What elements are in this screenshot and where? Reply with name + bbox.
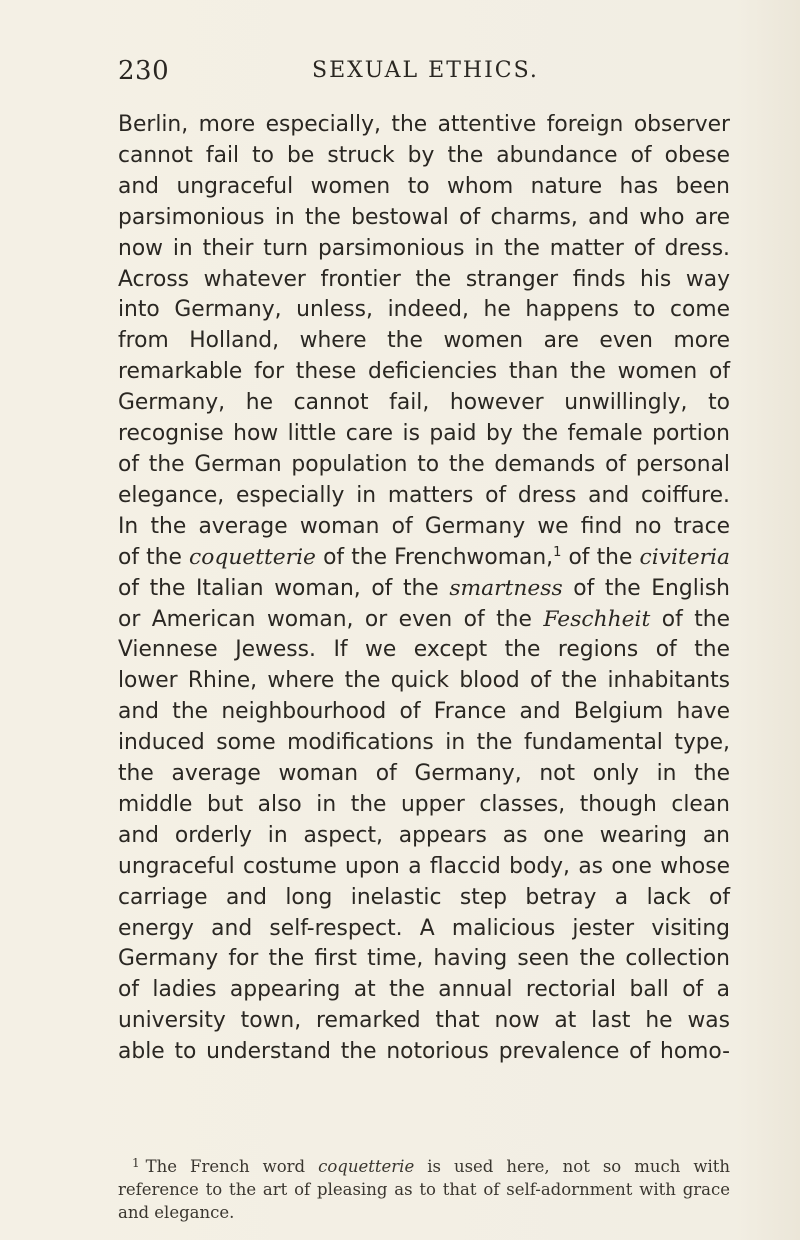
text-segment: of the Frenchwoman, (315, 544, 554, 570)
text-line: Berlin, more especially, the attentive foreign observer (118, 112, 730, 137)
text-line: able to understand the notorious prevalence of homo- (118, 1039, 730, 1065)
text-line: induced some modifications in the fundamental type, (118, 730, 730, 756)
italic-term-smartness: smartness (449, 575, 563, 601)
text-segment: of the English (562, 575, 730, 601)
main-text (118, 110, 730, 1068)
footnote-line (118, 1155, 730, 1178)
text-segment: or American woman, or even of the (118, 606, 544, 632)
text-line: of the German population to the demands of personal (118, 451, 730, 477)
italic-term-civiteria: civiteria (639, 544, 730, 570)
text-segment: is used here, not so much with (414, 1157, 731, 1176)
text-line: and ungraceful women to whom nature has been (118, 173, 730, 199)
text-segment: of the (650, 606, 730, 632)
text-line: Germany, he cannot fail, however unwillingly, to (118, 390, 730, 416)
text-segment: of the (561, 544, 640, 570)
text-line: remarkable for these deficiencies than the women of (118, 359, 730, 385)
text-line: middle but also in the upper classes, though clean (118, 791, 730, 817)
text-line: and the neighbourhood of France and Belgium have (118, 699, 730, 725)
text-line: of ladies appearing at the annual rectorial ball of a (118, 977, 730, 1003)
page-header (118, 56, 728, 86)
text-line: Viennese Jewess. If we except the regions of the (118, 637, 730, 663)
footnote-marker: 1 (132, 1156, 140, 1170)
italic-term-feschheit: Feschheit (543, 606, 651, 632)
text-line: Across whatever frontier the stranger finds his way (118, 266, 730, 292)
text-line: lower Rhine, where the quick blood of the inhabitants (118, 668, 730, 694)
text-line: Germany for the first time, having seen the collection (118, 946, 730, 972)
text-line (118, 605, 730, 636)
text-line: carriage and long inelastic step betray a lack of (118, 884, 730, 910)
text-line: now in their turn parsimonious in the matter of dress. (118, 235, 730, 261)
text-segment: of the (118, 544, 190, 570)
text-line: university town, remarked that now at last he was (118, 1008, 730, 1034)
text-line (118, 543, 730, 574)
footnote-line: reference to the art of pleasing as to that of self-adornment with grace (118, 1180, 730, 1199)
footnote (118, 1155, 730, 1224)
text-line: the average woman of Germany, not only in the (118, 761, 730, 787)
text-line: recognise how little care is paid by the female portion (118, 421, 730, 447)
text-line: from Holland, where the women are even more (118, 328, 730, 354)
italic-term-coquetterie: coquetterie (189, 544, 316, 570)
footnote-line: and elegance. (118, 1203, 235, 1222)
text-line: ungraceful costume upon a flaccid body, as one whose (118, 853, 730, 879)
text-segment: of the Italian woman, of the (118, 575, 450, 601)
page-number: 230 (118, 56, 170, 86)
running-head: SEXUAL ETHICS. (312, 58, 539, 83)
text-segment: The French word (145, 1157, 319, 1176)
text-line: In the average woman of Germany we find no trace (118, 513, 730, 539)
text-line: energy and self-respect. A malicious jester visiting (118, 915, 730, 941)
footnote-reference: 1 (553, 544, 562, 560)
text-line (118, 574, 730, 605)
text-line: and orderly in aspect, appears as one wearing an (118, 822, 730, 848)
text-line: cannot fail to be struck by the abundance of obese (118, 142, 730, 168)
text-line: elegance, especially in matters of dress and coiffure. (118, 482, 730, 508)
italic-term-coquetterie: coquetterie (318, 1157, 415, 1176)
text-line: parsimonious in the bestowal of charms, and who are (118, 204, 730, 230)
text-line: into Germany, unless, indeed, he happens to come (118, 297, 730, 323)
